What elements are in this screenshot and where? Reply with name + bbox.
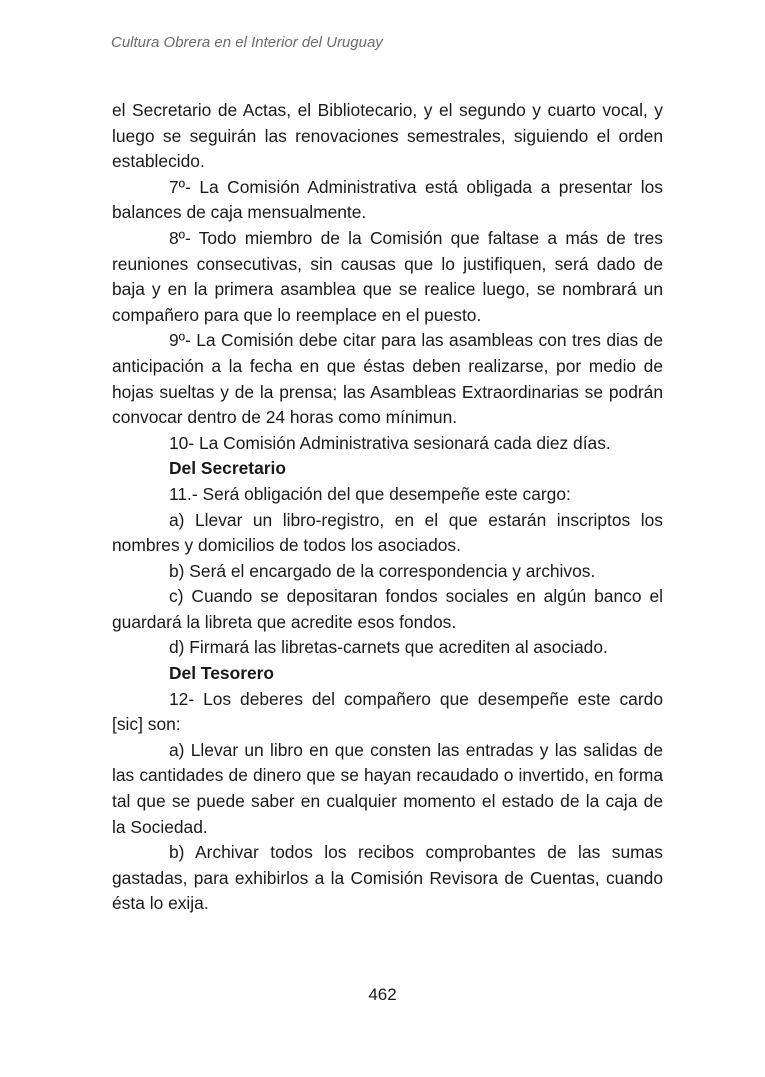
section-heading-secretario: Del Secretario bbox=[169, 458, 286, 479]
page-number: 462 bbox=[368, 985, 397, 1004]
paragraph: a) Llevar un libro en que consten las entradas y las salidas de las cantidades de dinero que se hayan recaudado o invertido, en forma tal que se puede saber en cualquier momento el estado de la caja de la Sociedad. bbox=[112, 739, 663, 837]
paragraph: 7º- La Comisión Administrativa está obligada a presentar los balances de caja mensualmente. bbox=[112, 176, 663, 223]
body-text bbox=[112, 98, 663, 917]
paragraph: 11.- Será obligación del que desempeñe este cargo: bbox=[169, 483, 571, 504]
paragraph: 10- La Comisión Administrativa sesionará cada diez días. bbox=[169, 432, 611, 453]
paragraph: c) Cuando se depositaran fondos sociales en algún banco el guardará la libreta que acredite esos fondos. bbox=[112, 586, 663, 632]
running-head: Cultura Obrera en el Interior del Uruguay bbox=[111, 34, 383, 51]
paragraph: d) Firmará las libretas-carnets que acrediten al asociado. bbox=[169, 637, 608, 658]
paragraph: b) Será el encargado de la correspondencia y archivos. bbox=[169, 560, 596, 581]
paragraph: el Secretario de Actas, el Bibliotecario, y el segundo y cuarto vocal, y luego se seguirán las renovaciones semestrales, siguiendo el orden establecido. bbox=[112, 100, 663, 172]
paragraph: 8º- Todo miembro de la Comisión que faltase a más de tres reuniones consecutivas, sin causas que lo justifiquen, será dado de baja y en la primera asamblea que se realice luego, se nombrará un compañero para que lo reemplace en el puesto. bbox=[112, 227, 663, 325]
paragraph: 9º- La Comisión debe citar para las asambleas con tres dias de anticipación a la fecha en que éstas deben realizarse, por medio de hojas sueltas y de la prensa; las Asambleas Extraordinarias se podrán convocar dentro de 24 horas como mínimun. bbox=[112, 330, 663, 428]
paragraph: 12- Los deberes del compañero que desempeñe este cardo [sic] son: bbox=[112, 688, 663, 735]
paragraph: b) Archivar todos los recibos comprobantes de las sumas gastadas, para exhibirlos a la Comisión Revisora de Cuentas, cuando ésta lo exija. bbox=[112, 842, 663, 914]
paragraph: a) Llevar un libro-registro, en el que estarán inscriptos los nombres y domicilios de todos los asociados. bbox=[112, 509, 663, 556]
section-heading-tesorero: Del Tesorero bbox=[169, 663, 275, 684]
